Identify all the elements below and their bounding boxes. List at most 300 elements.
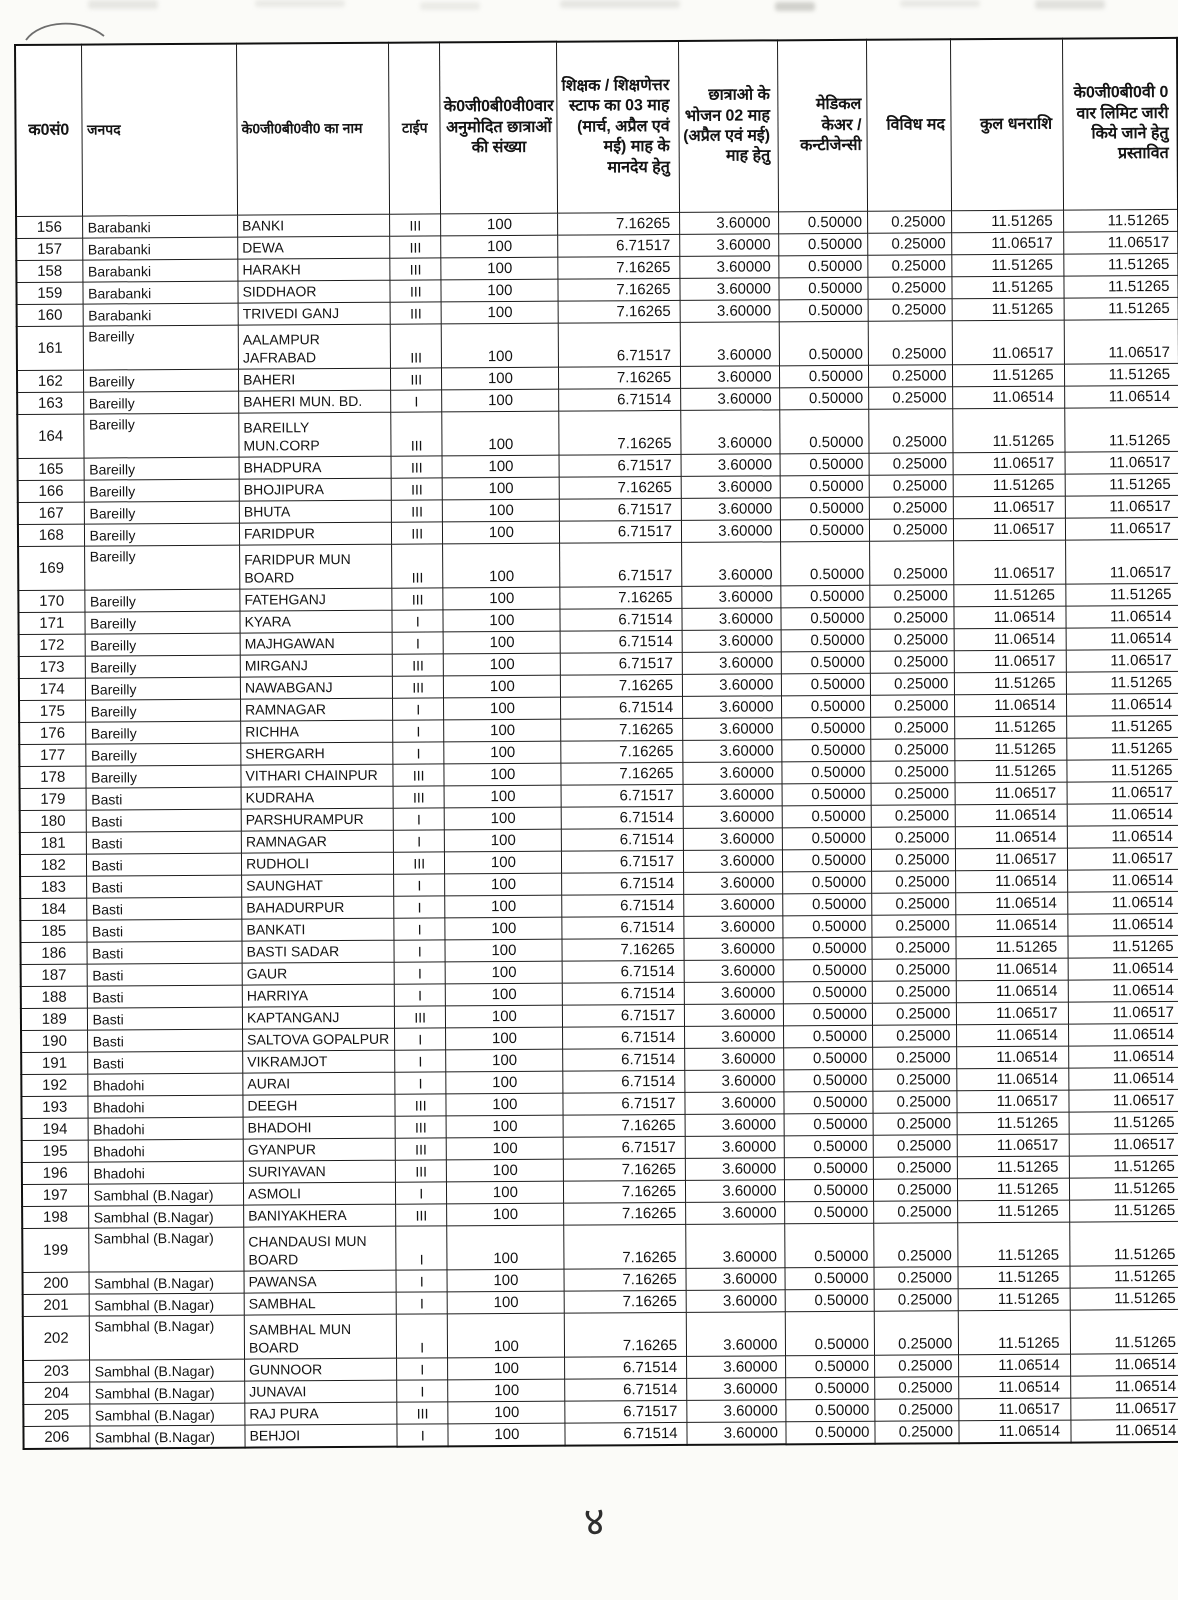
cell-food: 3.60000	[686, 1202, 785, 1225]
cell-type: I	[395, 1182, 447, 1204]
cell-name: AURAI	[243, 1072, 395, 1095]
cell-honorarium: 7.16265	[561, 718, 683, 741]
cell-name: BHADOHI	[243, 1116, 395, 1139]
cell-district: Basti	[86, 787, 242, 810]
cell-approved: 100	[448, 1313, 565, 1358]
cell-misc: 0.25000	[873, 1069, 958, 1092]
cell-food: 3.60000	[682, 608, 781, 631]
cell-medical: 0.50000	[784, 1179, 874, 1202]
cell-food: 3.60000	[683, 806, 782, 829]
cell-misc: 0.25000	[875, 1421, 960, 1444]
cell-honorarium: 7.16265	[562, 938, 684, 961]
cell-limit: 11.06517	[1064, 319, 1178, 364]
cell-honorarium: 6.71514	[565, 1356, 687, 1379]
cell-honorarium: 7.16265	[564, 1268, 686, 1291]
cell-district: Sambhal (B.Nagar)	[89, 1403, 245, 1426]
cell-food: 3.60000	[682, 674, 781, 697]
cell-misc: 0.25000	[874, 1311, 959, 1356]
cell-limit: 11.51265	[1070, 1265, 1178, 1288]
cell-honorarium: 7.16265	[558, 278, 680, 301]
cell-food: 3.60000	[683, 784, 782, 807]
cell-district: Bareilly	[84, 457, 240, 480]
cell-total: 11.06514	[956, 892, 1067, 915]
cell-sno: 196	[22, 1162, 88, 1184]
cell-food: 3.60000	[683, 740, 782, 763]
cell-type: III	[392, 676, 444, 698]
cell-food: 3.60000	[685, 1070, 784, 1093]
cell-name: BHADPURA	[239, 456, 391, 479]
cell-approved: 100	[443, 609, 560, 632]
cell-limit: 11.51265	[1063, 253, 1178, 276]
cell-name: BEHJOI	[245, 1424, 397, 1447]
cell-name: RAMNAGAR	[241, 698, 393, 721]
cell-food: 3.60000	[684, 850, 783, 873]
cell-district: Barabanki	[82, 259, 238, 282]
cell-district: Bhadohi	[88, 1139, 244, 1162]
cell-type: III	[391, 522, 443, 544]
table-body	[16, 209, 1178, 1449]
cell-type: I	[393, 742, 445, 764]
cell-total: 11.51265	[955, 738, 1066, 761]
cell-total: 11.51265	[952, 276, 1063, 299]
cell-honorarium: 7.16265	[560, 586, 682, 609]
cell-district: Barabanki	[82, 237, 238, 260]
cell-food: 3.60000	[686, 1312, 785, 1357]
cell-name: MIRGANJ	[240, 654, 392, 677]
cell-total: 11.06514	[959, 1354, 1070, 1377]
header-staff-honorarium: शिक्षक / शिक्षणेत्तर स्टाफ का 03 माह (मार्च, अप्रैल एवं मई) माह के मानदेय हेतु	[557, 41, 680, 213]
cell-honorarium: 6.71517	[561, 652, 683, 675]
cell-total: 11.06514	[959, 1420, 1070, 1443]
cell-food: 3.60000	[686, 1180, 785, 1203]
scan-smudge	[560, 0, 680, 8]
cell-name: BAHERI	[239, 368, 391, 391]
cell-honorarium: 6.71514	[563, 982, 685, 1005]
cell-food: 3.60000	[684, 916, 783, 939]
cell-name: DEEGH	[243, 1094, 395, 1117]
cell-total: 11.06517	[955, 650, 1066, 673]
cell-honorarium: 6.71514	[562, 894, 684, 917]
cell-name: GYANPUR	[243, 1138, 395, 1161]
cell-district: Basti	[86, 853, 242, 876]
cell-name: SAUNGHAT	[242, 874, 394, 897]
cell-food: 3.60000	[680, 278, 779, 301]
cell-limit: 11.06517	[1065, 495, 1178, 518]
cell-district: Bareilly	[83, 413, 239, 458]
header-proposed-limit: के0जी0बी0वी 0 वार लिमिट जारी किये जाने हेतु प्रस्तावित	[1062, 38, 1178, 210]
cell-district: Barabanki	[83, 281, 239, 304]
cell-medical: 0.50000	[781, 761, 871, 784]
cell-name: DEWA	[238, 236, 390, 259]
cell-name: GUNNOOR	[245, 1358, 397, 1381]
cell-type: I	[393, 720, 445, 742]
cell-type: III	[392, 654, 444, 676]
cell-total: 11.06517	[958, 1134, 1069, 1157]
cell-medical: 0.50000	[785, 1289, 875, 1312]
header-food: छात्राओ के भोजन 02 माह (अप्रैल एवं मई) माह हेतु	[679, 40, 778, 212]
cell-misc: 0.25000	[872, 959, 957, 982]
cell-misc: 0.25000	[868, 255, 953, 278]
cell-district: Basti	[87, 985, 243, 1008]
cell-sno: 177	[19, 744, 85, 766]
cell-food: 3.60000	[684, 894, 783, 917]
cell-district: Basti	[87, 1051, 243, 1074]
cell-food: 3.60000	[681, 388, 780, 411]
cell-name: BHUTA	[239, 500, 391, 523]
cell-honorarium: 6.71514	[562, 872, 684, 895]
cell-food: 3.60000	[684, 872, 783, 895]
cell-food: 3.60000	[682, 520, 781, 543]
scan-smudge	[900, 0, 980, 7]
cell-limit: 11.06514	[1071, 1419, 1178, 1442]
table-row	[17, 407, 1178, 458]
cell-name: VIKRAMJOT	[243, 1050, 395, 1073]
cell-honorarium: 6.71517	[565, 1400, 687, 1423]
cell-food: 3.60000	[681, 366, 780, 389]
cell-medical: 0.50000	[779, 409, 869, 454]
cell-total: 11.51265	[959, 1310, 1070, 1355]
cell-sno: 158	[16, 260, 82, 282]
cell-honorarium: 6.71517	[563, 1092, 685, 1115]
cell-name: FARIDPUR	[239, 522, 391, 545]
cell-type: I	[391, 390, 443, 412]
cell-limit: 11.06514	[1068, 1023, 1178, 1046]
cell-district: Basti	[86, 875, 242, 898]
cell-honorarium: 6.71517	[560, 542, 682, 587]
cell-limit: 11.06517	[1070, 1397, 1178, 1420]
cell-limit: 11.06514	[1068, 979, 1178, 1002]
cell-sno: 184	[20, 898, 86, 920]
cell-misc: 0.25000	[872, 871, 957, 894]
cell-misc: 0.25000	[869, 519, 954, 542]
cell-honorarium: 6.71517	[560, 520, 682, 543]
cell-approved: 100	[445, 939, 562, 962]
cell-district: Bhadohi	[87, 1073, 243, 1096]
cell-total: 11.06514	[954, 628, 1065, 651]
cell-approved: 100	[444, 763, 561, 786]
cell-name: SIDDHAOR	[238, 280, 390, 303]
cell-type: I	[394, 940, 446, 962]
cell-limit: 11.06514	[1068, 1067, 1178, 1090]
cell-honorarium: 6.71514	[565, 1378, 687, 1401]
cell-medical: 0.50000	[783, 981, 873, 1004]
cell-honorarium: 7.16265	[558, 300, 680, 323]
cell-district: Sambhal (B.Nagar)	[90, 1425, 246, 1448]
cell-limit: 11.51265	[1066, 759, 1178, 782]
cell-approved: 100	[444, 653, 561, 676]
cell-sno: 183	[20, 876, 86, 898]
cell-total: 11.06517	[952, 232, 1063, 255]
cell-approved: 100	[445, 895, 562, 918]
cell-medical: 0.50000	[785, 1355, 875, 1378]
cell-misc: 0.25000	[869, 475, 954, 498]
cell-misc: 0.25000	[875, 1377, 960, 1400]
scan-smudge	[255, 0, 345, 7]
cell-food: 3.60000	[680, 322, 779, 367]
cell-misc: 0.25000	[870, 695, 955, 718]
cell-honorarium: 6.71517	[559, 322, 681, 367]
cell-food: 3.60000	[687, 1356, 786, 1379]
cell-approved: 100	[444, 719, 561, 742]
cell-approved: 100	[446, 1049, 563, 1072]
cell-sno: 192	[21, 1074, 87, 1096]
cell-name: RUDHOLI	[241, 852, 393, 875]
cell-sno: 189	[21, 1008, 87, 1030]
cell-district: Bareilly	[84, 523, 240, 546]
cell-total: 11.51265	[952, 298, 1063, 321]
cell-limit: 11.51265	[1064, 363, 1178, 386]
cell-medical: 0.50000	[781, 651, 871, 674]
cell-food: 3.60000	[683, 696, 782, 719]
cell-limit: 11.06514	[1067, 825, 1178, 848]
cell-approved: 100	[442, 411, 559, 456]
cell-district: Basti	[87, 963, 243, 986]
cell-approved: 100	[444, 675, 561, 698]
cell-honorarium: 6.71514	[562, 960, 684, 983]
cell-food: 3.60000	[681, 454, 780, 477]
cell-approved: 100	[441, 279, 558, 302]
cell-food: 3.60000	[683, 718, 782, 741]
cell-misc: 0.25000	[873, 1135, 958, 1158]
cell-approved: 100	[444, 741, 561, 764]
cell-misc: 0.25000	[875, 1399, 960, 1422]
cell-medical: 0.50000	[782, 783, 872, 806]
cell-total: 11.06517	[954, 496, 1065, 519]
cell-approved: 100	[445, 851, 562, 874]
cell-name: SAMBHAL	[244, 1292, 396, 1315]
cell-approved: 100	[442, 323, 559, 368]
cell-district: Barabanki	[83, 303, 239, 326]
cell-total: 11.51265	[956, 936, 1067, 959]
cell-total: 11.51265	[958, 1156, 1069, 1179]
cell-type: III	[392, 588, 444, 610]
cell-sno: 195	[22, 1140, 88, 1162]
cell-district: Bareilly	[84, 545, 240, 590]
cell-approved: 100	[445, 917, 562, 940]
cell-sno: 173	[19, 656, 85, 678]
cell-food: 3.60000	[682, 586, 781, 609]
cell-medical: 0.50000	[783, 959, 873, 982]
cell-name: BANKI	[238, 214, 390, 237]
cell-name: BAREILLY MUN.CORP	[239, 412, 391, 457]
cell-name: SHERGARH	[241, 742, 393, 765]
cell-medical: 0.50000	[782, 871, 872, 894]
cell-misc: 0.25000	[873, 1157, 958, 1180]
cell-sno: 206	[23, 1426, 89, 1449]
cell-sno: 169	[18, 546, 84, 590]
cell-type: III	[393, 786, 445, 808]
cell-misc: 0.25000	[869, 497, 954, 520]
cell-limit: 11.06517	[1065, 517, 1178, 540]
cell-medical: 0.50000	[782, 849, 872, 872]
cell-sno: 185	[20, 920, 86, 942]
cell-name: KAPTANGANJ	[242, 1006, 394, 1029]
cell-limit: 11.06514	[1068, 957, 1178, 980]
cell-district: Bareilly	[85, 633, 241, 656]
cell-medical: 0.50000	[783, 1069, 873, 1092]
cell-limit: 11.06514	[1064, 385, 1178, 408]
cell-limit: 11.06517	[1067, 847, 1178, 870]
cell-food: 3.60000	[685, 1048, 784, 1071]
cell-honorarium: 6.71514	[562, 916, 684, 939]
cell-misc: 0.25000	[868, 321, 953, 366]
cell-medical: 0.50000	[778, 211, 868, 234]
cell-district: Basti	[86, 809, 242, 832]
cell-total: 11.06514	[957, 1068, 1068, 1091]
cell-food: 3.60000	[684, 982, 783, 1005]
header-misc-head: विविध मद	[866, 39, 951, 211]
cell-district: Bareilly	[83, 325, 239, 370]
cell-type: III	[394, 1006, 446, 1028]
cell-medical: 0.50000	[784, 1223, 874, 1268]
cell-food: 3.60000	[685, 1092, 784, 1115]
cell-sno: 178	[19, 766, 85, 788]
cell-honorarium: 7.16265	[563, 1114, 685, 1137]
cell-type: III	[393, 852, 445, 874]
cell-approved: 100	[448, 1357, 565, 1380]
cell-name: KUDRAHA	[241, 786, 393, 809]
cell-type: III	[391, 478, 443, 500]
cell-total: 11.06514	[957, 1046, 1068, 1069]
cell-limit: 11.51265	[1070, 1309, 1178, 1354]
cell-name: BANKATI	[242, 918, 394, 941]
cell-medical: 0.50000	[780, 585, 870, 608]
cell-food: 3.60000	[684, 938, 783, 961]
cell-misc: 0.25000	[868, 277, 953, 300]
cell-medical: 0.50000	[780, 541, 870, 586]
cell-misc: 0.25000	[873, 1025, 958, 1048]
cell-medical: 0.50000	[780, 497, 870, 520]
cell-type: III	[397, 1402, 449, 1424]
cell-medical: 0.50000	[779, 365, 869, 388]
cell-type: I	[397, 1424, 449, 1447]
cell-type: I	[392, 698, 444, 720]
cell-limit: 11.06517	[1067, 781, 1178, 804]
cell-total: 11.06517	[957, 1090, 1068, 1113]
table-header	[15, 38, 1178, 217]
cell-district: Basti	[86, 919, 242, 942]
cell-limit: 11.51265	[1066, 715, 1178, 738]
cell-misc: 0.25000	[871, 739, 956, 762]
cell-medical: 0.50000	[785, 1377, 875, 1400]
cell-food: 3.60000	[683, 762, 782, 785]
header-row	[15, 38, 1178, 217]
cell-district: Sambhal (B.Nagar)	[89, 1359, 245, 1382]
cell-misc: 0.25000	[872, 893, 957, 916]
header-kgbv-name: के0जी0बी0वी0 का नाम	[237, 43, 390, 215]
cell-limit: 11.51265	[1069, 1221, 1178, 1266]
cell-sno: 174	[19, 678, 85, 700]
cell-misc: 0.25000	[871, 849, 956, 872]
cell-name: SURIYAVAN	[243, 1160, 395, 1183]
cell-sno: 157	[16, 238, 82, 260]
cell-misc: 0.25000	[870, 585, 955, 608]
cell-name: RAMNAGAR	[241, 830, 393, 853]
cell-honorarium: 6.71514	[560, 608, 682, 631]
cell-name: JUNAVAI	[245, 1380, 397, 1403]
cell-approved: 100	[446, 961, 563, 984]
header-serial: क0सं0	[15, 45, 82, 217]
cell-approved: 100	[441, 235, 558, 258]
cell-limit: 11.06514	[1070, 1375, 1178, 1398]
cell-limit: 11.51265	[1066, 737, 1178, 760]
cell-misc: 0.25000	[869, 409, 954, 454]
cell-honorarium: 6.71517	[560, 498, 682, 521]
cell-type: I	[395, 1050, 447, 1072]
cell-sno: 166	[18, 480, 84, 502]
cell-total: 11.06514	[957, 980, 1068, 1003]
cell-district: Basti	[86, 897, 242, 920]
header-total-amount: कुल धनराशि	[951, 39, 1063, 211]
cell-district: Basti	[87, 1029, 243, 1052]
cell-misc: 0.25000	[873, 1091, 958, 1114]
cell-sno: 197	[22, 1184, 88, 1206]
cell-misc: 0.25000	[868, 233, 953, 256]
cell-sno: 187	[21, 964, 87, 986]
cell-honorarium: 6.71514	[562, 828, 684, 851]
cell-honorarium: 7.16265	[564, 1202, 686, 1225]
cell-type: I	[395, 1072, 447, 1094]
cell-approved: 100	[447, 1269, 564, 1292]
cell-approved: 100	[441, 213, 558, 236]
cell-misc: 0.25000	[872, 981, 957, 1004]
cell-misc: 0.25000	[872, 915, 957, 938]
cell-district: Bareilly	[83, 391, 239, 414]
cell-approved: 100	[442, 301, 559, 324]
cell-total: 11.51265	[954, 584, 1065, 607]
cell-type: III	[395, 1116, 447, 1138]
cell-honorarium: 7.16265	[559, 366, 681, 389]
cell-medical: 0.50000	[782, 805, 872, 828]
cell-district: Bareilly	[84, 501, 240, 524]
cell-food: 3.60000	[685, 1026, 784, 1049]
cell-medical: 0.50000	[779, 299, 869, 322]
cell-type: III	[390, 302, 442, 324]
cell-honorarium: 7.16265	[564, 1290, 686, 1313]
cell-limit: 11.06517	[1063, 231, 1178, 254]
cell-sno: 161	[17, 326, 83, 370]
cell-name: TRIVEDI GANJ	[238, 302, 390, 325]
cell-honorarium: 6.71514	[561, 696, 683, 719]
page-number: ४	[582, 1498, 607, 1546]
cell-total: 11.51265	[959, 1288, 1070, 1311]
cell-name: BAHADURPUR	[242, 896, 394, 919]
cell-district: Bareilly	[84, 479, 240, 502]
cell-food: 3.60000	[686, 1268, 785, 1291]
cell-total: 11.06514	[954, 606, 1065, 629]
cell-honorarium: 6.71517	[559, 454, 681, 477]
cell-name: AALAMPUR JAFRABAD	[238, 324, 390, 369]
cell-limit: 11.06517	[1069, 1089, 1178, 1112]
cell-sno: 180	[20, 810, 86, 832]
cell-misc: 0.25000	[869, 453, 954, 476]
cell-name: VITHARI CHAINPUR	[241, 764, 393, 787]
cell-district: Barabanki	[82, 215, 238, 238]
cell-total: 11.06514	[953, 386, 1064, 409]
cell-medical: 0.50000	[784, 1157, 874, 1180]
scan-smudge	[1035, 0, 1105, 9]
cell-type: I	[394, 874, 446, 896]
cell-food: 3.60000	[680, 234, 779, 257]
cell-sno: 190	[21, 1030, 87, 1052]
cell-approved: 100	[443, 521, 560, 544]
cell-sno: 182	[20, 854, 86, 876]
cell-food: 3.60000	[685, 1114, 784, 1137]
cell-honorarium: 7.16265	[561, 762, 683, 785]
cell-name: KYARA	[240, 610, 392, 633]
cell-medical: 0.50000	[781, 717, 871, 740]
cell-type: I	[396, 1292, 448, 1314]
